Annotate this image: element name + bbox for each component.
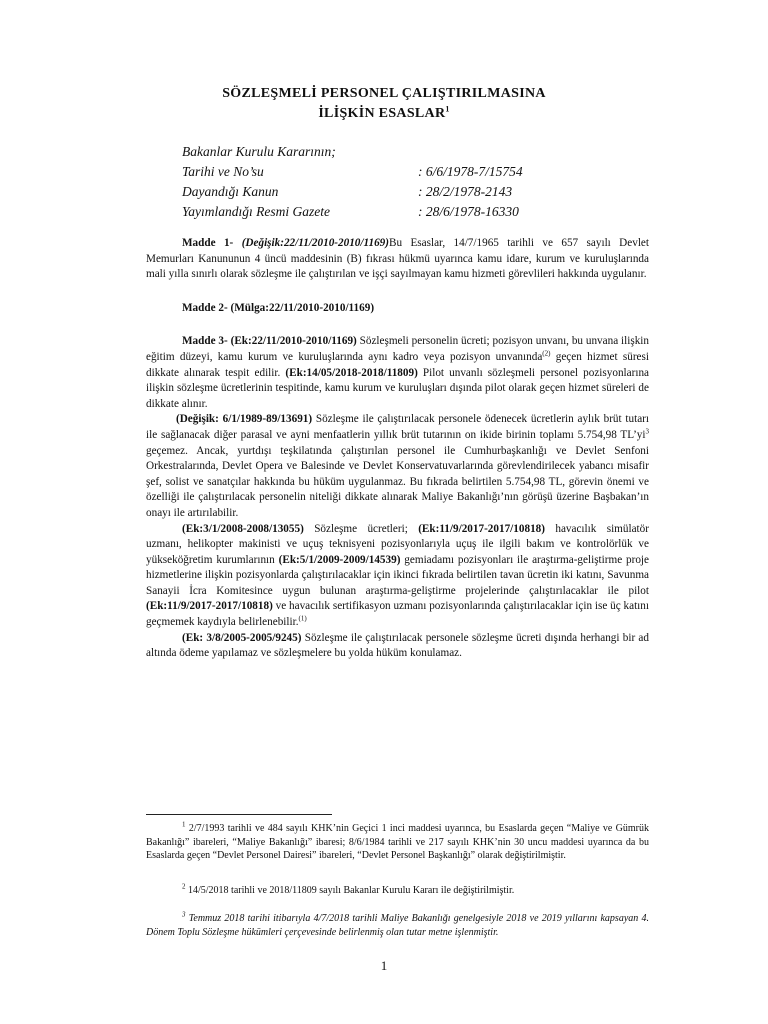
document-title-line1: SÖZLEŞMELİ PERSONEL ÇALIŞTIRILMASINA <box>222 86 546 101</box>
metadata-value: : 28/6/1978-16330 <box>418 204 519 219</box>
decision-metadata <box>182 142 523 222</box>
footnote-divider <box>146 814 332 815</box>
metadata-label: Dayandığı Kanun <box>182 184 279 199</box>
document-body <box>146 236 649 662</box>
metadata-label: Yayımlandığı Resmi Gazete <box>182 204 330 219</box>
metadata-row <box>182 182 523 202</box>
metadata-row <box>182 202 523 222</box>
footnote-ref-2: (2) <box>542 349 551 358</box>
metadata-row <box>182 162 523 182</box>
metadata-value: : 28/2/1978-2143 <box>418 184 513 199</box>
footnote-3: $^3$ Temmuz 2018 tarihi itibarıyla 4/7/2018 tarihli Maliye Bakanlığı genelgesiyle 2018 ve 2019 yıllarını kapsayan 4. Dönem Toplu Sözleşme hükümleri çerçevesinde belirlenmiş olan tutar metne işlenmiştir. <box>146 910 649 938</box>
article-2: Madde 2- (Mülga:22/11/2010-2010/1169) <box>182 301 375 314</box>
footnote-ref-3: 3 <box>645 427 649 436</box>
footnote-ref-1: 1 <box>445 104 450 114</box>
footnote-ref-1b: (1) <box>298 614 307 623</box>
document-title-line2: İLİŞKİN ESASLAR$^1$ <box>318 104 450 121</box>
article-3: Madde 3- (Ek:22/11/2010-2010/1169) Sözleşmeli personelin ücreti; pozisyon unvanı, bu unvana ilişkin eğitim düzeyi, kamu kurum ve kuruluşlarında aynı kadro veya pozisyon unvanında$^{(2)}$ geçen hizmet süresi dikkate alınarak tespit edilir. (Ek:14/05/2018-2018/11809) Pilot unvanlı sözleşmeli personel pozisyonlarına ilişkin sözleşme ücretlerinin tespitinde, kamu kurum ve kuruluşları dışında pilot olarak geçen hizmet süreleri de dikkate alınır. <box>146 335 650 410</box>
article-3-paragraph-2: (Değişik: 6/1/1989-89/13691) Sözleşme ile çalıştırılacak personele ödenecek ücretlerin aylık brüt tutarı ile sağlanacak diğer parasal ve ayni menfaatlerin yıllık brüt tutarının on ikide birinin toplamı 5.754,98 $TL’yi^3$ geçemez. Ancak, yurtdışı teşkilatında çalıştırılan personel ile Cumhurbaşkanlığı ve Devlet Senfoni Orkestralarında, Devlet Opera ve Balesinde ve Devlet Konservatuvarlarında görevlendirilecek yabancı misafir şef, solist ve sanatçılar hakkında bu hüküm uygulanmaz. Bu fıkrada belirtilen 5.754,98 TL, görevin önemi ve özelliği ile çalıştırılacak personelin niteliği dikkate alınarak Maliye Bakanlığı’nın görüşü üzerine Başbakan’ın onayı ile artırılabilir. <box>146 413 649 519</box>
footnote-2: $^2$ 14/5/2018 tarihli ve 2018/11809 sayılı Bakanlar Kurulu Kararı ile değiştirilmiştir. <box>182 882 515 896</box>
metadata-label: Tarihi ve No’su <box>182 164 264 179</box>
page-number: 1 <box>380 958 388 973</box>
footnote-1: $^1$ 2/7/1993 tarihli ve 484 sayılı KHK’nin Geçici 1 inci maddesi uyarınca, bu Esaslarda geçen “Maliye ve Gümrük Bakanlığı” ibareleri, “Maliye Bakanlığı” ibaresi; 8/6/1984 tarihli ve 217 sayılı KHK’nin 30 uncu maddesi uyarınca da bu Esaslarda geçen “Devlet Personel Dairesi” ibareleri, “Devlet Personel Başkanlığı” olarak değiştirilmiştir. <box>146 820 649 862</box>
article-3-paragraph-4: (Ek: 3/8/2005-2005/9245) Sözleşme ile çalıştırılacak personele sözleşme ücreti dışında herhangi bir ad altında ödeme yapılamaz ve sözleşmelere bu yolda hüküm konulamaz. <box>146 631 649 660</box>
metadata-heading: Bakanlar Kurulu Kararının; <box>182 144 336 159</box>
article-3-paragraph-3: (Ek:3/1/2008-2008/13055) Sözleşme ücretleri; (Ek:11/9/2017-2017/10818) havacılık simülatör uzmanı, helikopter makinisti ve uçuş teknisyeni pozisyonlarıyla uçuş ile ilgili bakım ve kontrolörlük ve yükseköğretim kurumlarının (Ek:5/1/2009-2009/14539) gemiadamı pozisyonları ile araştırma-geliştirme proje hizmetlerine ilişkin pozisyonlarda çalıştırılacaklar için ikinci fıkrada belirtilen tavan ücretin iki katını, Savunma Sanayii İcra Komitesince uygun bulunan araştırma-geliştirme projelerinde çalıştırılacaklar ile pilot (Ek:11/9/2017-2017/10818) ve havacılık sertifikasyon uzmanı pozisyonlarında çalıştırılacaklar için ise üç katını geçmemek kaydıyla belirlenebilir.$^{(1)}$ <box>146 522 650 629</box>
metadata-value: : 6/6/1978-7/15754 <box>418 164 523 179</box>
article-1: Madde 1- (Değişik:22/11/2010-2010/1169)Bu Esaslar, 14/7/1965 tarihli ve 657 sayılı Devlet Memurları Kanununun 4 üncü maddesinin (B) fıkrası hükmü uyarınca kamu idare, kurum ve kuruluşlarında mali yılla sınırlı olarak sözleşme ile çalıştırılan ve işçi sayılmayan kamu hizmeti görevlileri hakkında uygulanır. <box>146 237 650 281</box>
